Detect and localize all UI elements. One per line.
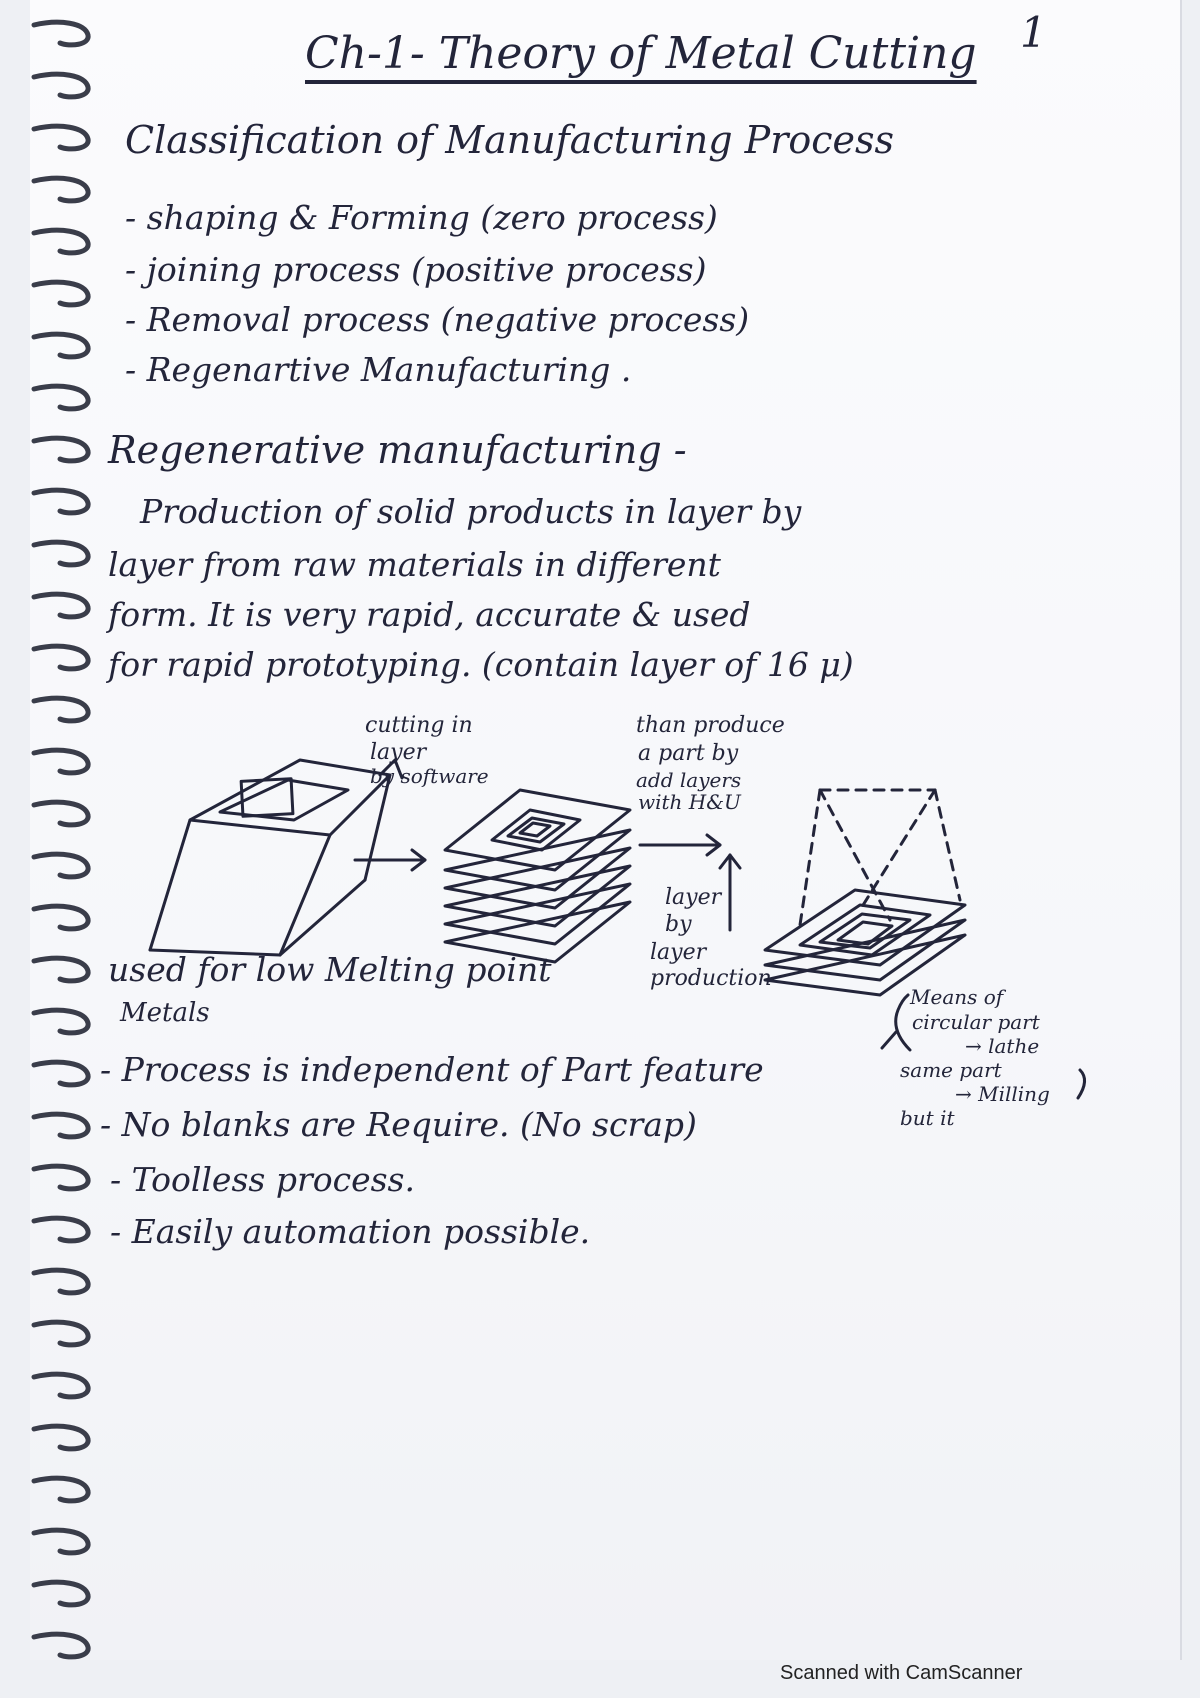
bracket <box>896 995 910 1050</box>
notebook-page <box>30 0 1182 1660</box>
solid-part-sketch <box>150 760 402 955</box>
page-number: 1 <box>1020 8 1047 57</box>
side-note-line: but it <box>900 1106 955 1130</box>
classification-item: - Regenartive Manufacturing . <box>125 350 632 389</box>
classification-item: - Removal process (negative process) <box>125 300 750 339</box>
layered-part-sketch <box>765 790 965 995</box>
classification-heading: Classification of Manufacturing Process <box>125 118 895 162</box>
regenerative-line: layer from raw materials in different <box>108 545 721 584</box>
feature-item: - Toolless process. <box>110 1160 415 1199</box>
scanner-watermark: Scanned with CamScanner <box>780 1662 1023 1684</box>
side-note-line: same part <box>900 1058 1002 1082</box>
arrow-up-icon <box>720 855 740 930</box>
bracket <box>1078 1070 1085 1098</box>
arrow-icon <box>355 850 425 870</box>
usage-line: used for low Melting point <box>108 950 552 989</box>
diagram-label: with H&U <box>638 790 741 814</box>
side-note-line: Means of <box>910 985 1004 1009</box>
side-note-line: → Milling <box>955 1082 1050 1106</box>
usage-line: Metals <box>120 998 210 1028</box>
diagram-label: by <box>665 912 692 937</box>
diagram-label: add layers <box>636 768 742 792</box>
regenerative-line: for rapid prototyping. (contain layer of 16 μ) <box>108 645 854 684</box>
pointer-line <box>882 1032 896 1048</box>
sliced-layers-sketch <box>445 790 630 962</box>
feature-item: - Easily automation possible. <box>110 1212 591 1251</box>
diagram-label: layer <box>650 940 707 965</box>
diagram-label: cutting in <box>365 713 473 738</box>
feature-item: - Process is independent of Part feature <box>100 1050 764 1089</box>
classification-item: - joining process (positive process) <box>125 250 707 289</box>
diagram-label: production <box>650 966 772 991</box>
diagram-label: by software <box>370 764 489 788</box>
regenerative-line: form. It is very rapid, accurate & used <box>108 595 751 634</box>
diagram-label: a part by <box>638 741 739 766</box>
diagram-label: than produce <box>636 713 785 738</box>
feature-item: - No blanks are Require. (No scrap) <box>100 1105 697 1144</box>
side-note-line: circular part <box>912 1010 1040 1034</box>
diagram-label: layer <box>370 740 427 765</box>
side-note-line: → lathe <box>965 1034 1040 1058</box>
classification-item: - shaping & Forming (zero process) <box>125 198 718 237</box>
diagram-label: layer <box>665 885 722 910</box>
arrow-icon <box>640 835 720 855</box>
regenerative-line: Production of solid products in layer by <box>140 492 802 531</box>
regenerative-heading: Regenerative manufacturing - <box>108 428 687 472</box>
layer-diagram <box>30 0 1180 1660</box>
page-title: Ch-1- Theory of Metal Cutting <box>305 28 977 79</box>
